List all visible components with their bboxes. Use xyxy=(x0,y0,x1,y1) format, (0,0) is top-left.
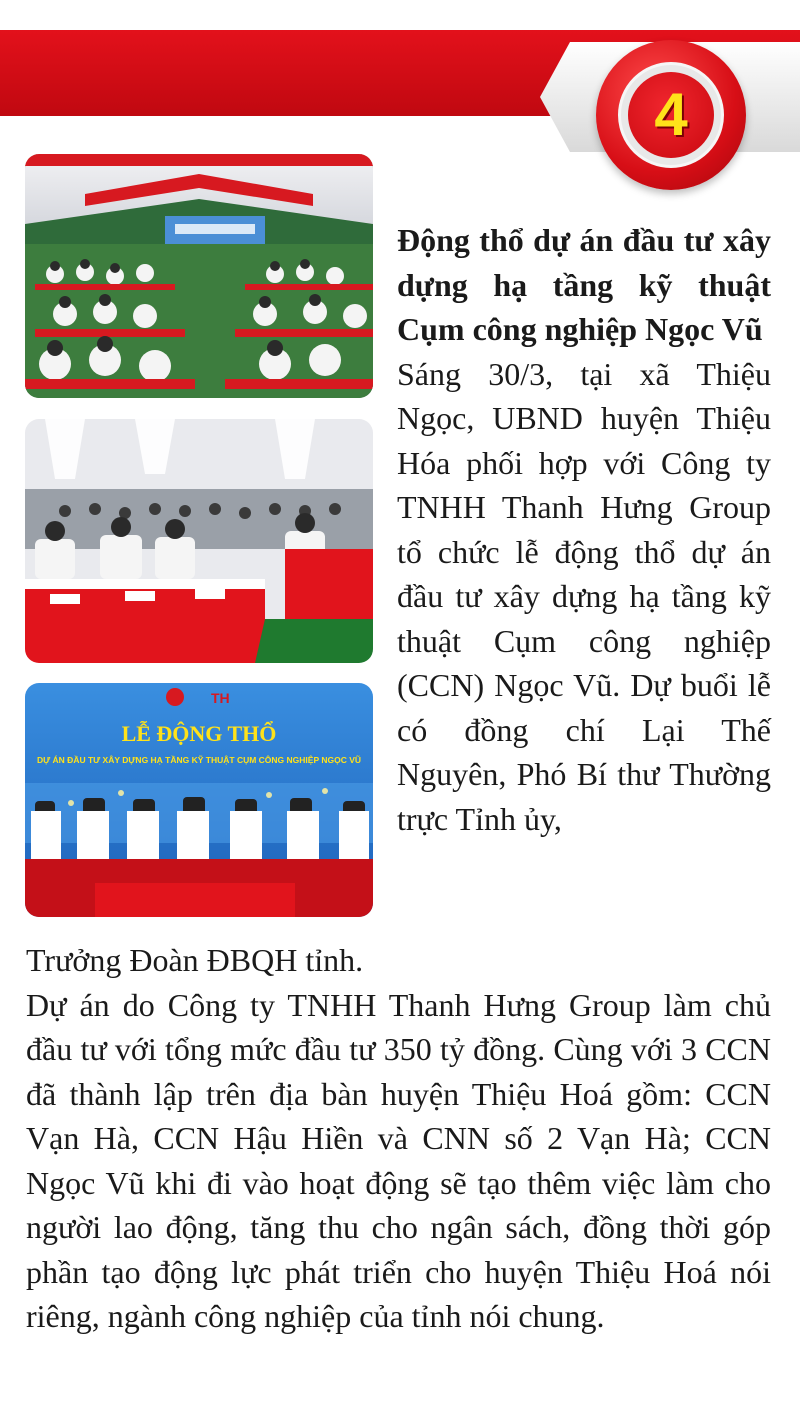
backdrop-logo: TH xyxy=(211,690,230,706)
photo-delegates-front-row xyxy=(25,419,373,663)
backdrop-title: LỄ ĐỘNG THỔ xyxy=(121,721,277,746)
article-side-column xyxy=(397,218,771,841)
article-title: Động thổ dự án đầu tư xây dựng hạ tầng kỹ thuật Cụm công nghiệp Ngọc Vũ xyxy=(397,222,771,347)
article-full-width xyxy=(26,938,771,1339)
photo-ceremony-stage xyxy=(25,683,373,917)
article-paragraph-1-continued: Trưởng Đoàn ĐBQH tỉnh. xyxy=(26,942,364,978)
backdrop-subtitle: DỰ ÁN ĐẦU TƯ XÂY DỰNG HẠ TẦNG KỸ THUẬT CỤM CÔNG NGHIỆP NGỌC VŨ xyxy=(36,755,362,765)
photo-ground-breaking-tent xyxy=(25,154,373,398)
article-paragraph-1: Sáng 30/3, tại xã Thiệu Ngọc, UBND huyện Thiệu Hóa phối hợp với Công ty TNHH Thanh Hưng Group tổ chức lễ động thổ dự án đầu tư xây dựng hạ tầng kỹ thuật Cụm công nghiệp (CCN) Ngọc Vũ. Dự buổi lễ có đồng chí Lại Thế Nguyên, Phó Bí thư Thường trực Tỉnh ủy, xyxy=(397,355,771,837)
badge-inner xyxy=(628,72,714,158)
section-number: 4 xyxy=(654,81,688,148)
article-paragraph-2: Dự án do Công ty TNHH Thanh Hưng Group làm chủ đầu tư với tổng mức đầu tư 350 tỷ đồng. Cùng với 3 CCN đã thành lập trên địa bàn huyện Thiệu Hoá gồm: CCN Vạn Hà, CCN Hậu Hiền và CNN số 2 Vạn Hà; CCN Ngọc Vũ khi đi vào hoạt động sẽ tạo thêm việc làm cho người lao động, tăng thu cho ngân sách, đồng thời góp phần tạo động lực phát triển cho huyện Thiệu Hoá nói riêng, ngành công nghiệp của tỉnh nói chung. xyxy=(26,986,771,1334)
